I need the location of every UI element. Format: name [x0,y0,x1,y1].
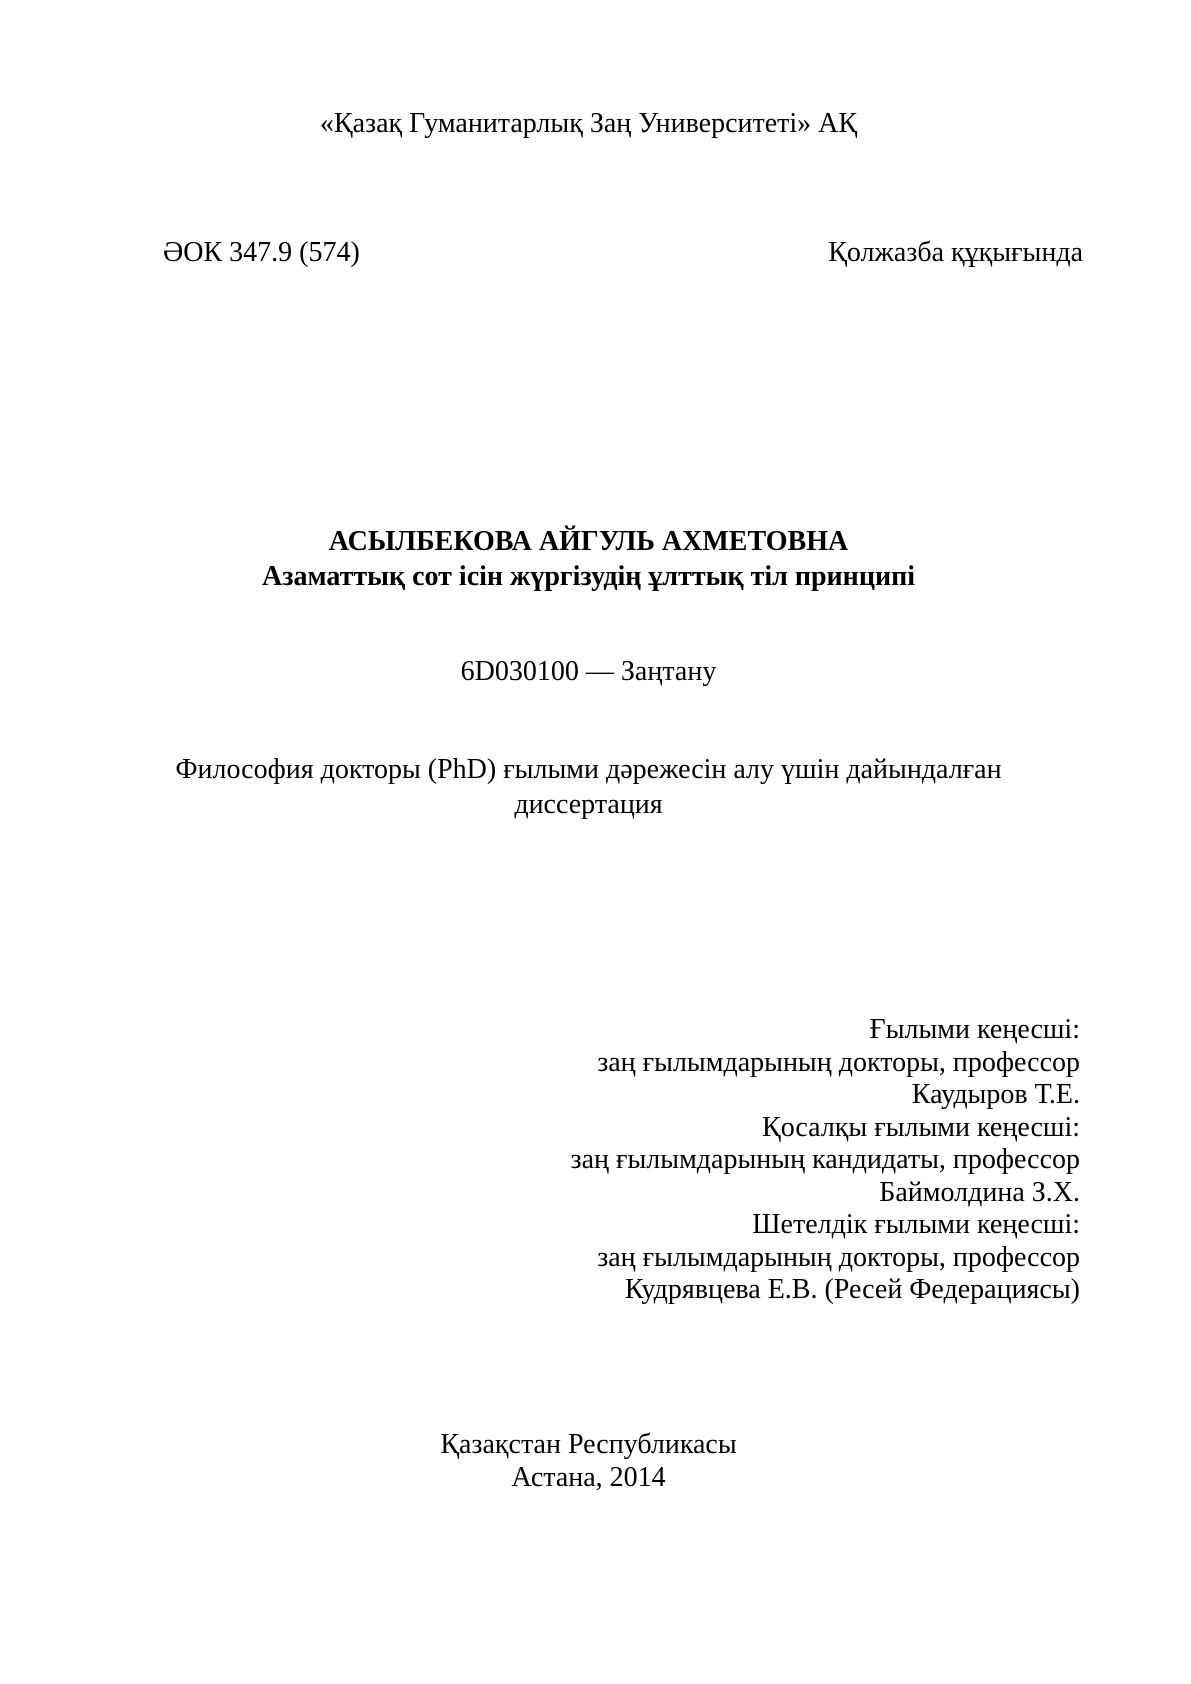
advisors-block [300,1014,1080,1307]
advisor-credentials: заң ғылымдарының докторы, профессор [597,1241,1080,1273]
dissertation-title: Азаматтық сот ісін жүргізудің ұлттық тіл принципі [261,561,915,592]
advisor-name: Баймолдина З.Х. [879,1176,1080,1208]
degree-statement-line2: диссертация [514,789,663,820]
manuscript-rights-note: Қолжазба құқығында [828,237,1083,268]
degree-statement [0,752,1177,822]
title-block [0,524,1177,594]
advisor-credentials: заң ғылымдарының докторы, профессор [597,1046,1080,1078]
degree-statement-line1: Философия докторы (PhD) ғылыми дәрежесін алу үшін дайындалған [175,754,1002,785]
country-name: Қазақстан Республикасы [440,1429,737,1460]
udc-code: ӘОК 347.9 (574) [163,237,360,268]
organization-name: «Қазақ Гуманитарлық Заң Университеті» АҚ [319,108,858,139]
advisor-name: Каудыров Т.Е. [911,1079,1080,1110]
advisor-name: Кудрявцева Е.В. (Ресей Федерациясы) [624,1274,1080,1305]
footer-block [0,1428,1177,1494]
advisor-role-label: Ғылыми кеңесші: [869,1014,1080,1045]
city-and-year: Астана, 2014 [511,1462,666,1493]
author-name: АСЫЛБЕКОВА АЙГУЛЬ АХМЕТОВНА [328,526,849,557]
advisor-role-label: Шетелдік ғылыми кеңесші: [752,1209,1080,1240]
classification-row [163,236,1083,270]
advisor-credentials: заң ғылымдарының кандидаты, профессор [570,1144,1080,1175]
advisor-role-label: Қосалқы ғылыми кеңесші: [762,1111,1080,1143]
specialty-code: 6D030100 — Заңтану [460,656,717,687]
